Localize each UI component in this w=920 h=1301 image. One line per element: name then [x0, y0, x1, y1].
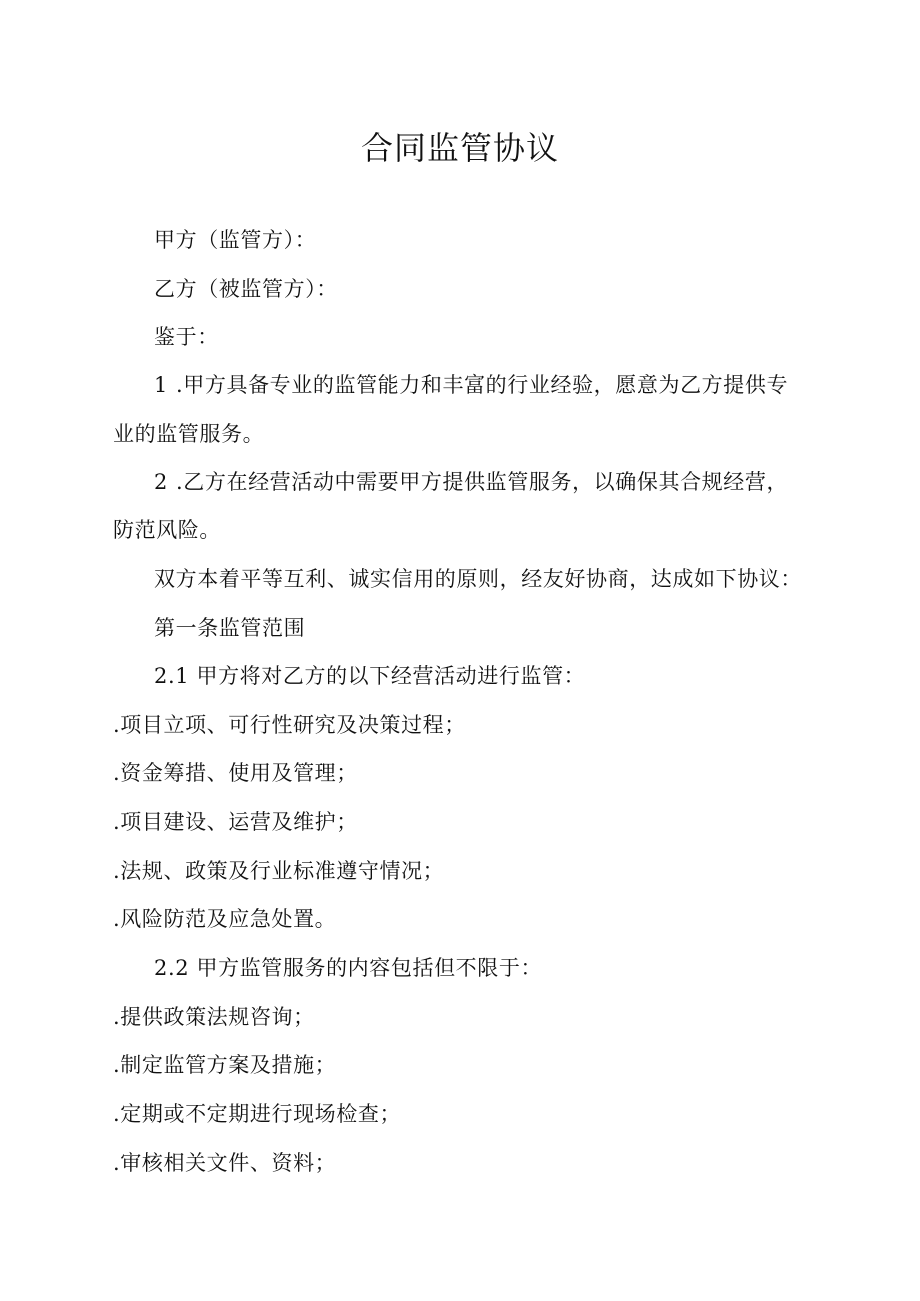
- whereas-heading: 鉴于：: [154, 325, 219, 349]
- recital-1: [154, 370, 788, 400]
- party-a-line: 甲方（监管方）：: [154, 228, 317, 252]
- recital-2: [154, 467, 788, 497]
- recital-1-text: .甲方具备专业的监管能力和丰富的行业经验，愿意为乙方提供专: [176, 373, 789, 397]
- service-item: .审核相关文件、资料；: [113, 1151, 337, 1175]
- recital-2-continuation: 防范风险。: [113, 518, 221, 542]
- scope-item: .法规、政策及行业标准遵守情况；: [113, 859, 445, 883]
- scope-item: .项目立项、可行性研究及决策过程；: [113, 713, 466, 737]
- document-title: 合同监管协议: [360, 129, 559, 167]
- service-item: .制定监管方案及措施；: [113, 1053, 337, 1077]
- article-1-heading: 第一条监管范围: [154, 616, 306, 640]
- clause-2-1: 2.1 甲方将对乙方的以下经营活动进行监管：: [154, 664, 586, 688]
- clause-2-2: 2.2 甲方监管服务的内容包括但不限于：: [154, 956, 543, 980]
- recital-1-number: 1: [154, 373, 168, 397]
- scope-item: .风险防范及应急处置。: [113, 907, 337, 931]
- service-item: .提供政策法规咨询；: [113, 1005, 315, 1029]
- scope-item: .项目建设、运营及维护；: [113, 810, 358, 834]
- recital-2-text: .乙方在经营活动中需要甲方提供监管服务，以确保其合规经营，: [176, 470, 789, 494]
- recital-2-number: 2: [154, 470, 168, 494]
- recital-1-continuation: 业的监管服务。: [113, 422, 265, 446]
- party-b-line: 乙方（被监管方）：: [154, 277, 338, 301]
- scope-item: .资金筹措、使用及管理；: [113, 761, 358, 785]
- agreement-intro: 双方本着平等互利、诚实信用的原则，经友好协商，达成如下协议：: [154, 567, 802, 591]
- service-item: .定期或不定期进行现场检查；: [113, 1102, 402, 1126]
